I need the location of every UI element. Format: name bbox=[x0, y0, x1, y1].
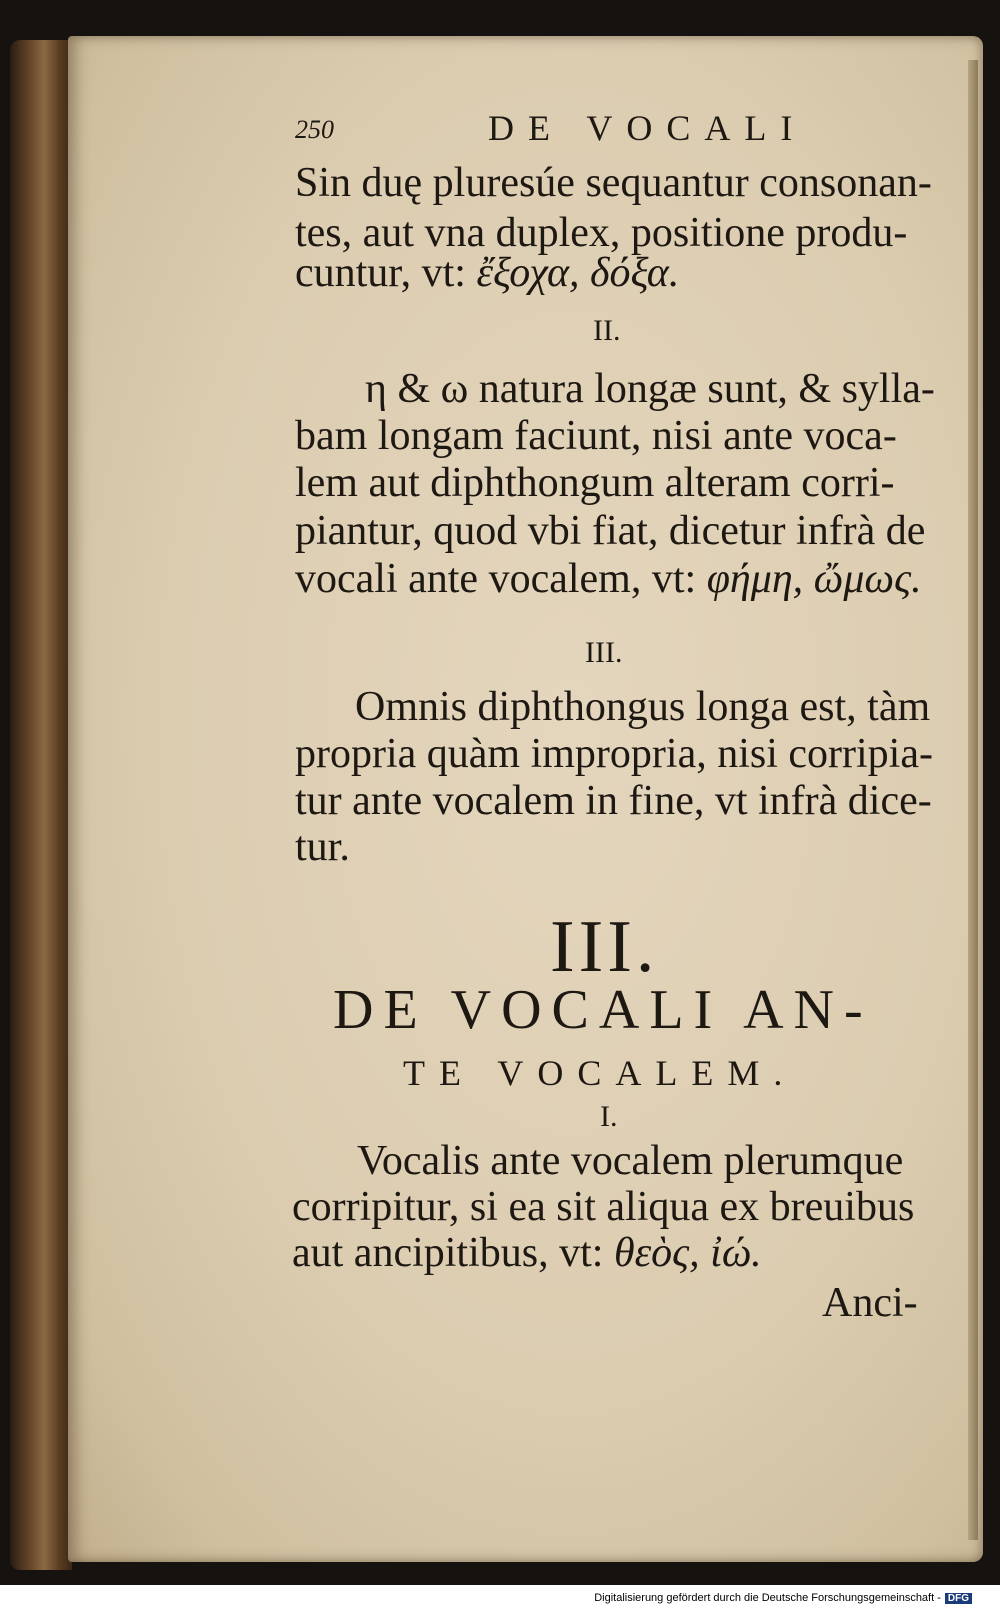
text-line: Omnis diphthongus longa est, tàm bbox=[355, 684, 931, 730]
book-spine bbox=[10, 40, 72, 1570]
section-number: II. bbox=[593, 314, 621, 347]
digitization-credit bbox=[594, 1592, 972, 1604]
text-span: cuntur, vt: bbox=[295, 250, 466, 296]
text-line-with-greek bbox=[292, 1232, 762, 1274]
dfg-logo: DFG bbox=[945, 1593, 972, 1604]
page-edge bbox=[968, 60, 978, 1540]
text-span: aut ancipitibus, vt: bbox=[292, 1230, 604, 1276]
text-line: η & ω natura longæ sunt, & sylla- bbox=[365, 366, 935, 412]
text-line: tes, aut vna duplex, positione produ- bbox=[295, 210, 908, 256]
rule-number: I. bbox=[600, 1100, 618, 1133]
running-head: DE VOCALI bbox=[488, 108, 807, 148]
text-line: Sin duę pluresúe sequantur consonan- bbox=[295, 160, 932, 206]
chapter-title-continued: TE VOCALEM. bbox=[403, 1053, 797, 1093]
greek-example: φήμη, ὤμως. bbox=[706, 556, 922, 602]
text-line-with-greek bbox=[295, 558, 922, 600]
catchword: Anci- bbox=[822, 1280, 918, 1326]
text-line: propria quàm impropria, nisi corripia- bbox=[295, 731, 933, 777]
text-line-with-greek bbox=[295, 252, 679, 294]
text-line: tur ante vocalem in fine, vt infrà dice- bbox=[295, 778, 932, 824]
text-line: tur. bbox=[295, 824, 350, 870]
chapter-number: III. bbox=[550, 906, 659, 988]
text-line: piantur, quod vbi fiat, dicetur infrà de bbox=[295, 508, 926, 554]
chapter-title: DE VOCALI AN- bbox=[333, 979, 873, 1041]
text-line: bam longam faciunt, nisi ante voca- bbox=[295, 413, 897, 459]
text-line: lem aut diphthongum alteram corri- bbox=[295, 460, 895, 506]
page-number: 250 bbox=[295, 115, 334, 144]
greek-example: θεὸς, ἰώ. bbox=[613, 1230, 762, 1276]
credit-text: Digitalisierung gefördert durch die Deutsche Forschungsgemeinschaft - bbox=[594, 1592, 941, 1604]
greek-example: ἔξοχα, δόξα. bbox=[476, 250, 680, 296]
section-number: III. bbox=[585, 636, 623, 669]
text-line: corripitur, si ea sit aliqua ex breuibus bbox=[292, 1184, 915, 1230]
text-span: vocali ante vocalem, vt: bbox=[295, 556, 697, 602]
text-line: Vocalis ante vocalem plerumque bbox=[357, 1138, 904, 1184]
